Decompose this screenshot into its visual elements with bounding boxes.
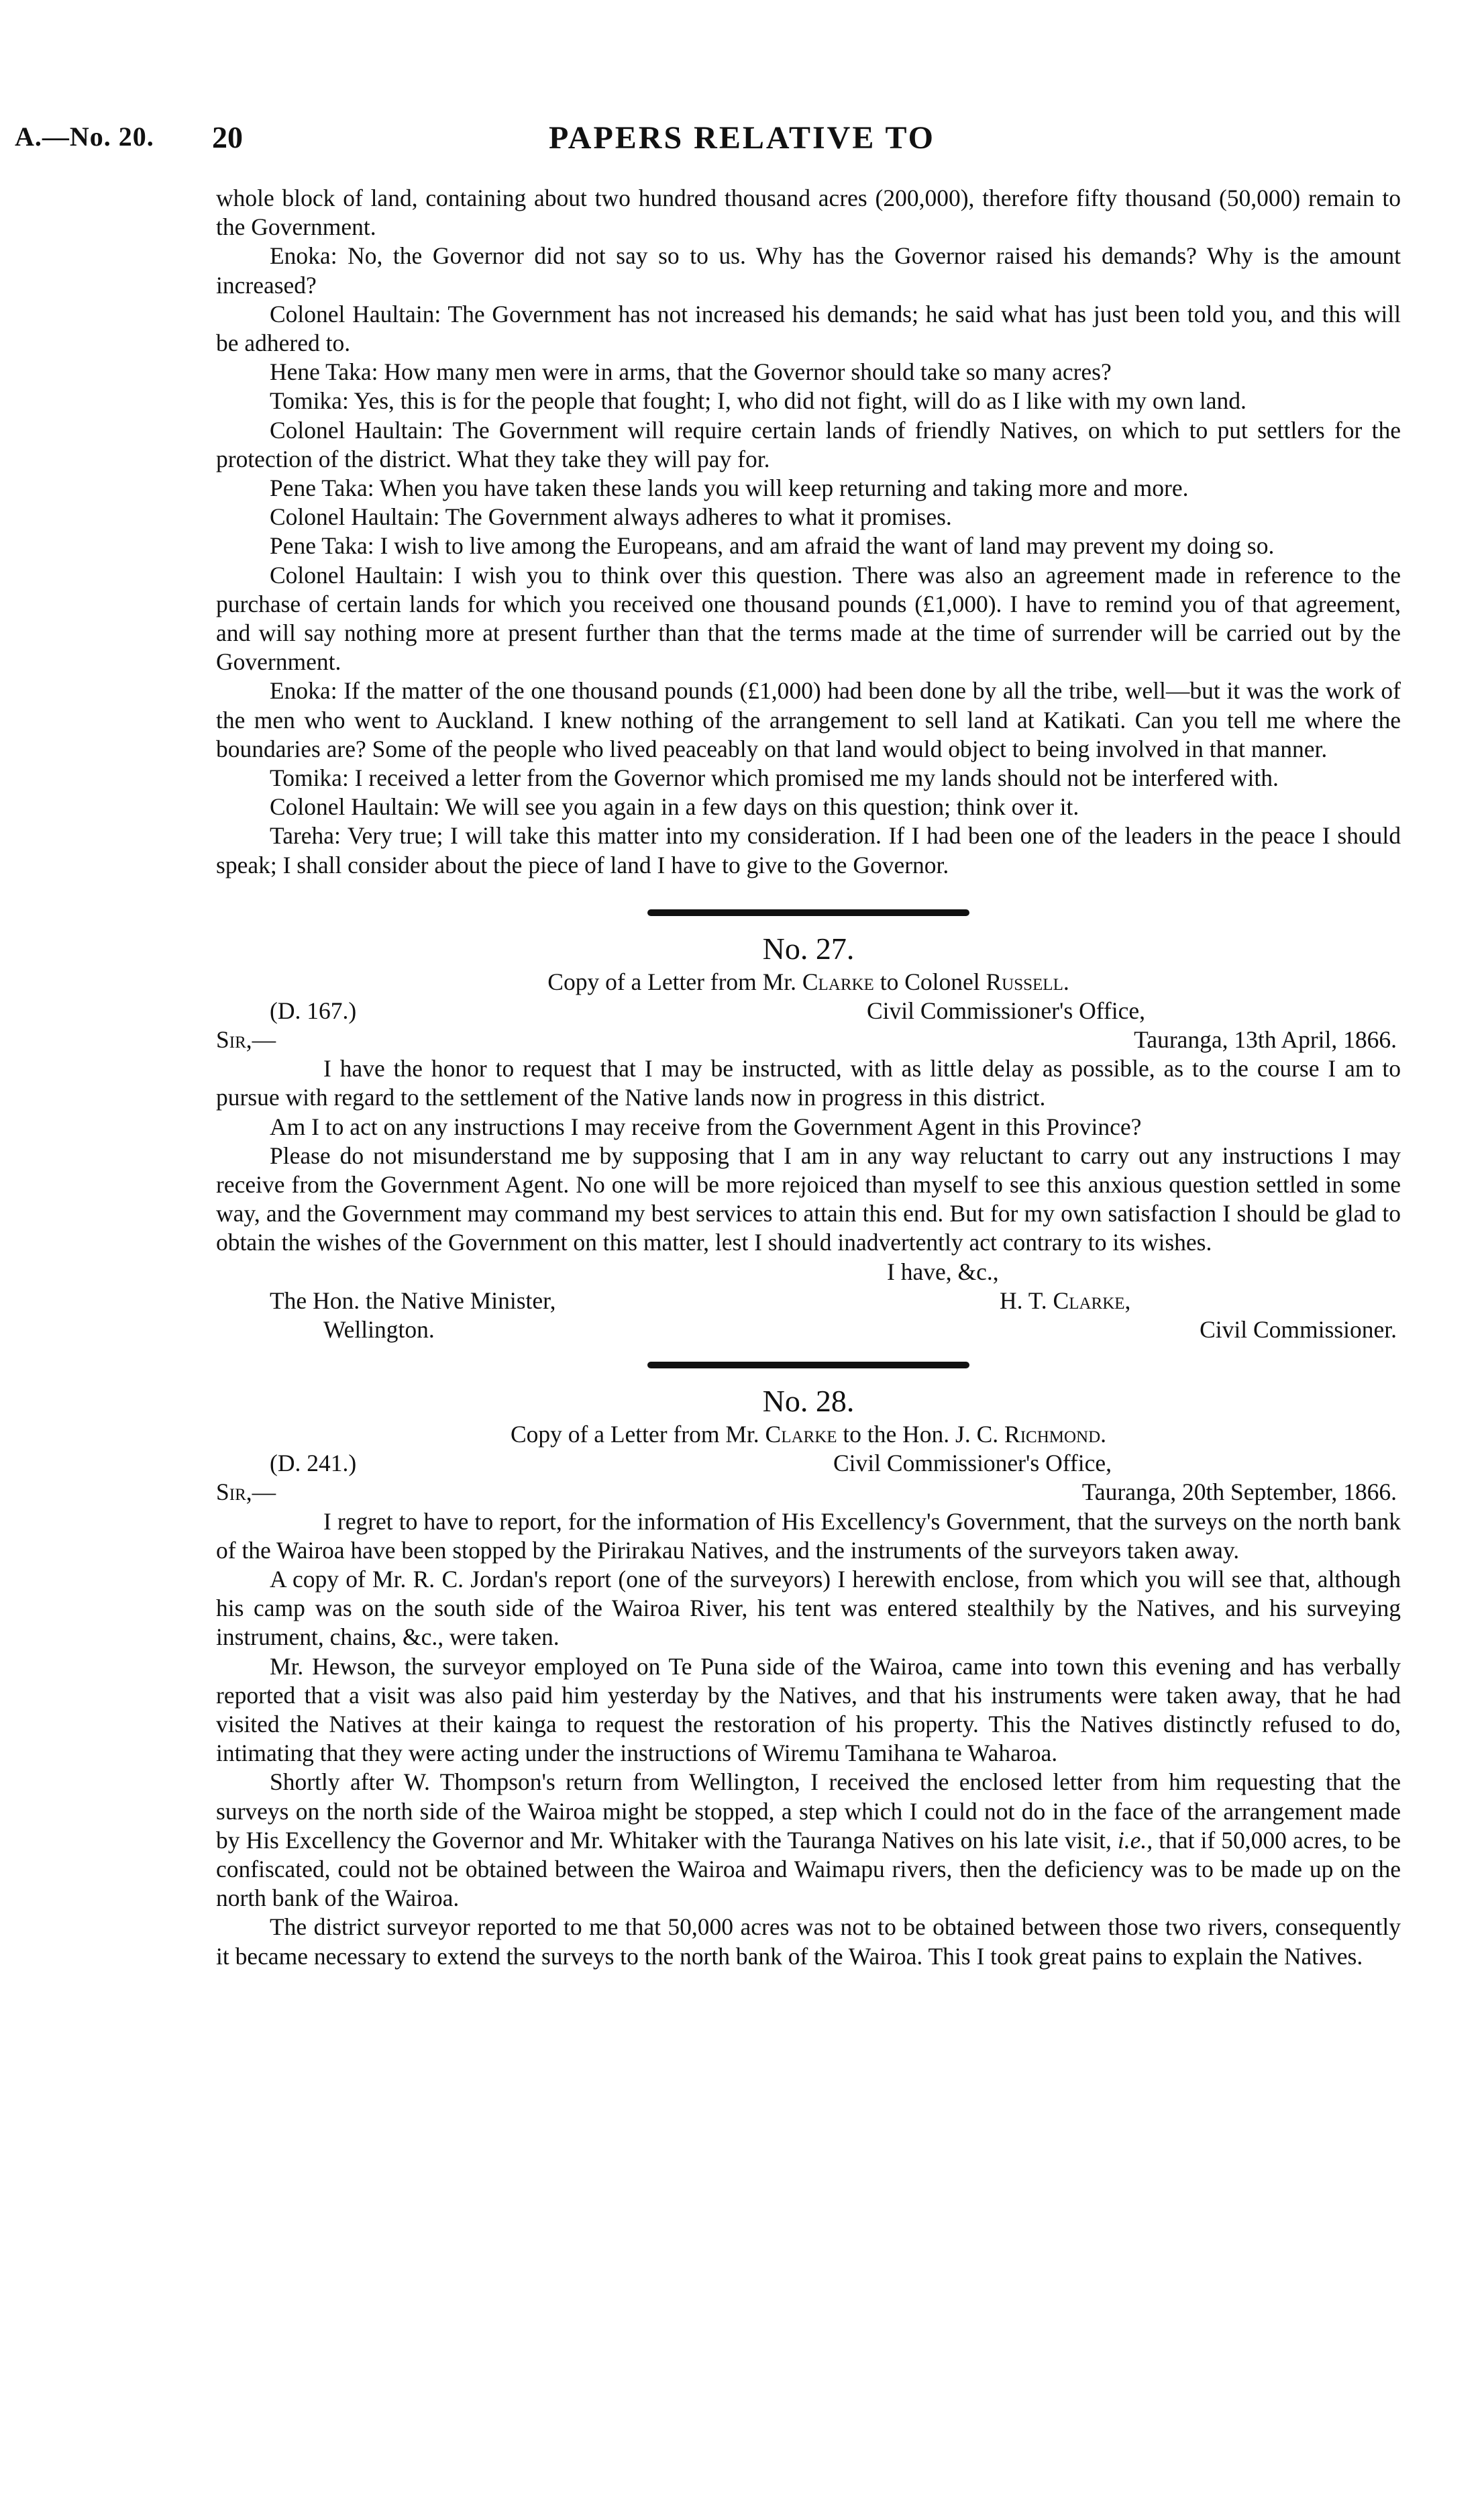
caption-text: to the Hon. J. C. xyxy=(843,1421,999,1448)
paragraph: Colonel Haultain: We will see you again in a few days on this question; think over it. xyxy=(270,793,1079,821)
caption-sender: Clarke xyxy=(765,1421,837,1448)
paragraph: Enoka: No, the Governor did not say so to us. Why has the Governor raised his demands? Why is the amount increased? xyxy=(216,242,1401,299)
paragraph xyxy=(216,1768,1401,1913)
letter-closing-row xyxy=(216,1258,1401,1287)
paragraph: Enoka: If the matter of the one thousand pounds (£1,000) had been done by all the tribe, well—but it was the work of the men who went to Auckland. I knew nothing of the arrangement to sell land at Katikati. Can you tell me where the boundaries are? Some of the people who lived peaceably on that land would object to being involved in that manner. xyxy=(216,677,1401,762)
paragraph: whole block of land, containing about two hundred thousand acres (200,000), therefore fifty thousand (50,000) remain to the Government. xyxy=(216,185,1401,241)
closing: I have, &c., xyxy=(887,1258,999,1285)
paragraph: A copy of Mr. R. C. Jordan's report (one of the surveyors) I herewith enclose, from which you will see that, although his camp was on the south side of the Wairoa River, his tent was entered stealthily by the Natives, and his surveying instrument, chains, &c., were taken. xyxy=(216,1566,1401,1651)
salutation: Sir,— xyxy=(216,1478,276,1506)
running-title: PAPERS RELATIVE TO xyxy=(549,120,935,156)
signature-name: Clarke, xyxy=(1053,1287,1131,1314)
caption-sender: Clarke xyxy=(802,968,874,995)
letter-27 xyxy=(216,931,1401,1344)
addressee-place: Wellington. xyxy=(323,1316,435,1344)
letter-salutation-row xyxy=(216,1478,1401,1507)
page-number: 20 xyxy=(212,120,243,154)
section-divider xyxy=(647,909,969,916)
caption-recipient: Richmond. xyxy=(1004,1421,1107,1448)
caption-text: to Colonel xyxy=(880,968,980,995)
letter-number: No. 28. xyxy=(762,1384,855,1419)
caption-recipient: Russell. xyxy=(986,968,1069,995)
paragraph: Please do not misunderstand me by supposing that I am in any way reluctant to carry out any instructions I may receive from the Government Agent. No one will be more rejoiced than myself to see this anxious question settled in some way, and the Government may command my best services to attain this end. But for my own satisfaction I should be glad to obtain the wishes of the Government on this matter, lest I should inadvertently act contrary to its wishes. xyxy=(216,1142,1401,1256)
paragraph: Hene Taka: How many men were in arms, that the Governor should take so many acres? xyxy=(270,358,1112,386)
paragraph: I regret to have to report, for the information of His Excellency's Government, that the surveys on the north bank of the Wairoa have been stopped by the Pirirakau Natives, and the instruments of the surveyors taken away. xyxy=(216,1507,1401,1564)
paragraph: Mr. Hewson, the surveyor employed on Te Puna side of the Wairoa, came into town this evening and has verbally reported that a visit was also paid him yesterday by the Natives, and that his instruments were taken away, that he had visited the Natives at their kainga to request the restoration of his property. This the Natives distinctly refused to do, intimating that they were acting under the instructions of Wiremu Tamihana te Waharoa. xyxy=(216,1652,1401,1767)
letter-caption xyxy=(216,967,1401,997)
paragraph: I have the honor to request that I may be instructed, with as little delay as possible, as to the course I am to pursue with regard to the settlement of the Native lands now in progress in this district. xyxy=(216,1055,1401,1111)
interview-section xyxy=(216,184,1401,880)
letter-28 xyxy=(216,1383,1401,1971)
signature xyxy=(1000,1287,1130,1315)
paragraph: Pene Taka: I wish to live among the Europeans, and am afraid the want of land may prevent my doing so. xyxy=(270,532,1275,560)
place-date: Tauranga, 13th April, 1866. xyxy=(1134,1026,1397,1054)
paragraph: Tomika: I received a letter from the Governor which promised me my lands should not be interfered with. xyxy=(270,764,1279,792)
series-reference: A.—No. 20. xyxy=(15,121,154,152)
letter-number: No. 27. xyxy=(762,931,855,966)
letter-caption xyxy=(216,1419,1401,1449)
signature-initials: H. T. xyxy=(1000,1287,1047,1314)
addressee: The Hon. the Native Minister, xyxy=(270,1287,556,1314)
paragraph: Colonel Haultain: I wish you to think over this question. There was also an agreement made in reference to the purchase of certain lands for which you received one thousand pounds (£1,000). I have to remind you of that agreement, and will say nothing more at present further than that the terms made at the time of surrender will be carried out by the Government. xyxy=(216,561,1401,676)
signature-title: Civil Commissioner. xyxy=(1200,1316,1397,1344)
paragraph: Colonel Haultain: The Government will require certain lands of friendly Natives, on which to put settlers for the protection of the district. What they take they will pay for. xyxy=(216,416,1401,472)
letter-signature-row xyxy=(216,1287,1401,1315)
caption-text: Copy of a Letter from Mr. xyxy=(547,968,796,995)
letter-signature-row-2 xyxy=(216,1315,1401,1344)
section-divider xyxy=(647,1362,969,1368)
paragraph: Colonel Haultain: The Government always adheres to what it promises. xyxy=(270,503,952,531)
place-date: Tauranga, 20th September, 1866. xyxy=(1081,1478,1397,1506)
main-column xyxy=(216,184,1401,1971)
paragraph-text: Shortly after W. Thompson's return from Wellington, I received the enclosed letter from him requesting that the surveys on the north side of the Wairoa might be stopped, a step which I could not do in the face of the arrangement made by His Excellency the Governor and Mr. Whitaker with the Tauranga Natives on his late visit, xyxy=(216,1768,1401,1854)
paragraph: Am I to act on any instructions I may receive from the Government Agent in this Province? xyxy=(270,1113,1142,1140)
paragraph: Tomika: Yes, this is for the people that fought; I, who did not fight, will do as I like with my own land. xyxy=(270,387,1247,415)
letter-heading-row xyxy=(216,1449,1401,1478)
salutation: Sir,— xyxy=(216,1026,276,1054)
letter-salutation-row xyxy=(216,1025,1401,1054)
paragraph: Pene Taka: When you have taken these lands you will keep returning and taking more and more. xyxy=(270,474,1189,502)
office-name: Civil Commissioner's Office, xyxy=(867,997,1145,1024)
paragraph: Colonel Haultain: The Government has not increased his demands; he said what has just been told you, and this will be adhered to. xyxy=(216,300,1401,357)
paragraph-text: that if 50,000 acres, to be confiscated, could not be obtained between the Wairoa and Waimapu rivers, then the deficiency was to be made up on the north bank of the Wairoa. xyxy=(216,1826,1401,1912)
letter-heading-row xyxy=(216,997,1401,1025)
caption-text: Copy of a Letter from Mr. xyxy=(510,1421,759,1448)
office-name: Civil Commissioner's Office, xyxy=(833,1450,1112,1477)
paragraph: The district surveyor reported to me that 50,000 acres was not to be obtained between those two rivers, consequently it became necessary to extend the surveys to the north bank of the Wairoa. This I took great pains to explain the Natives. xyxy=(216,1913,1401,1970)
letter-reference: (D. 241.) xyxy=(270,1450,357,1477)
letter-reference: (D. 167.) xyxy=(270,997,357,1024)
paragraph-italic: i.e., xyxy=(1117,1826,1153,1854)
paragraph: Tareha: Very true; I will take this matter into my consideration. If I had been one of the leaders in the peace I should speak; I shall consider about the piece of land I have to give to the Governor. xyxy=(216,822,1401,878)
